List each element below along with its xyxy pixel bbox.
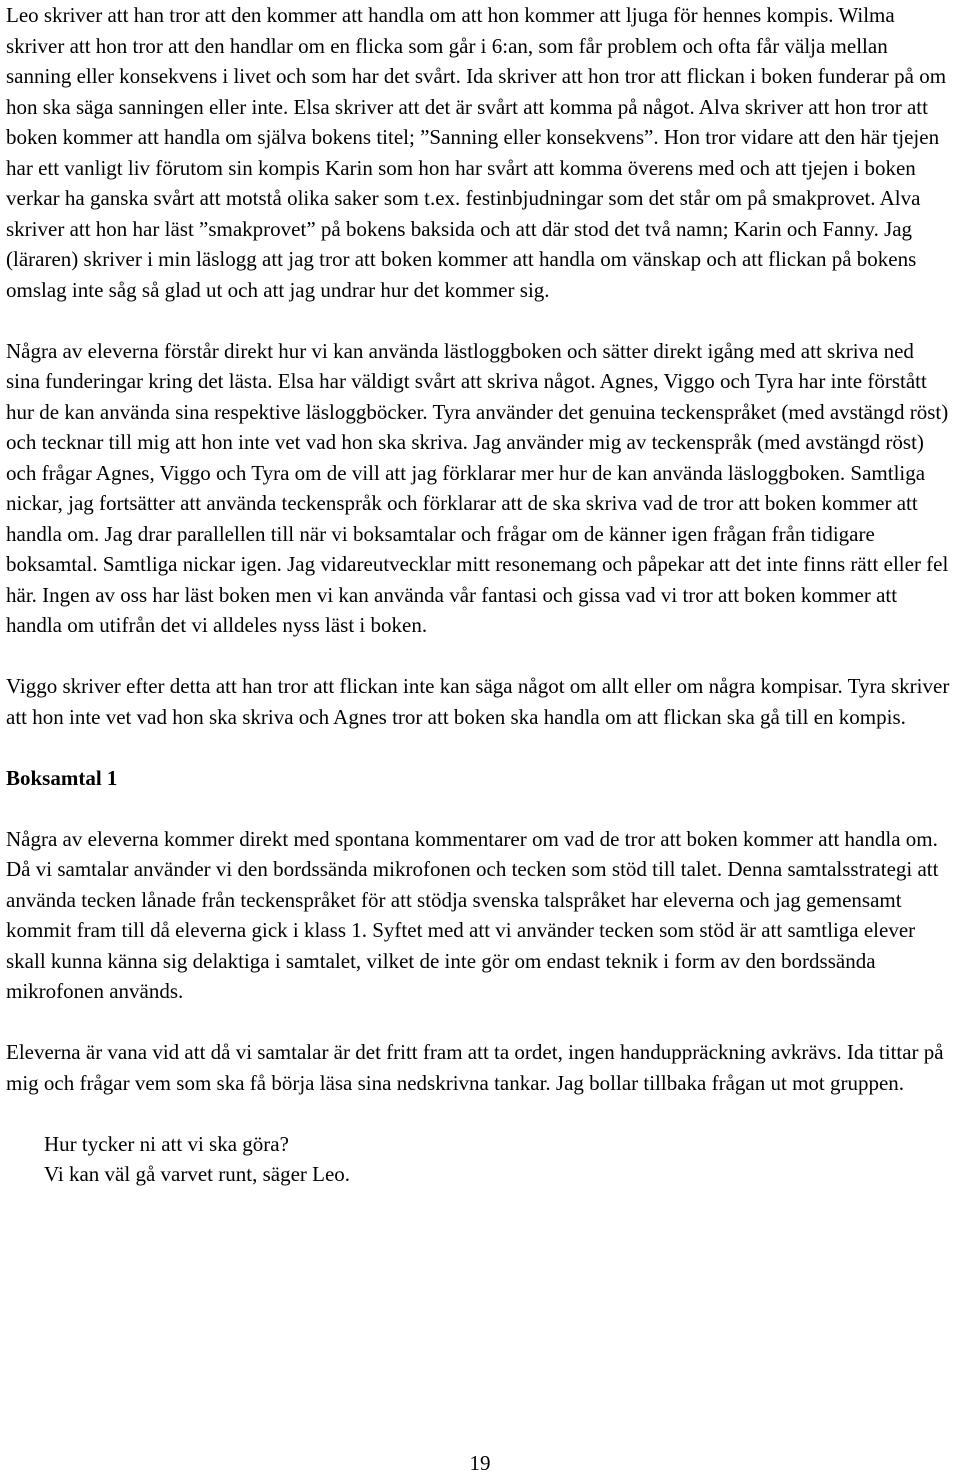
dialog-line: Hur tycker ni att vi ska göra? (44, 1131, 289, 1156)
body-paragraph: Några av eleverna kommer direkt med spontana kommentarer om vad de tror att boken kommer att handla om. Då vi samtalar använder vi den bordssända mikrofonen och tecken som stöd till talet. Denna samtalsstrategi att använda tecken lånade från teckenspråket för att stödja svenska talspråket har eleverna och jag gemensamt kommit fram till då eleverna gick i klass 1. Syftet med att vi använder tecken som stöd är att samtliga elever skall kunna känna sig delaktiga i samtalet, vilket de inte gör om endast teknik i form av den bordssända mikrofonen används. (6, 826, 939, 1003)
body-paragraph: Leo skriver att han tror att den kommer att handla om att hon kommer att ljuga för hennes kompis. Wilma skriver att hon tror att den handlar om en flicka som går i 6:an, som får problem och ofta får välja mellan sanning eller konsekvens i livet och som har det svårt. Ida skriver att hon tror att flickan i boken funderar på om hon ska säga sanningen eller inte. Elsa skriver att det är svårt att komma på något. Alva skriver att hon tror att boken kommer att handla om själva bokens titel; ”Sanning eller konsekvens”. Hon tror vidare att den här tjejen har ett vanligt liv förutom sin kompis Karin som hon har svårt att komma överens med och att tjejen i boken verkar ha ganska svårt att motstå olika saker som t.ex. festinbjudningar som det står om på smakprovet. Alva skriver att hon har läst ”smakprovet” på bokens baksida och att där stod det två namn; Karin och Fanny. Jag (läraren) skriver i min läslogg att jag tror att boken kommer att handla om vänskap och att flickan på bokens omslag inte såg så glad ut och att jag undrar hur det kommer sig. (6, 3, 947, 302)
body-paragraph: Viggo skriver efter detta att han tror att flickan inte kan säga något om allt eller om några kompisar. Tyra skriver att hon inte vet vad hon ska skriva och Agnes tror att boken ska handla om att flickan ska gå till en kompis. (6, 674, 950, 729)
body-paragraph: Några av eleverna förstår direkt hur vi kan använda lästloggboken och sätter direkt igång med att skriva ned sina funderingar kring det lästa. Elsa har väldigt svårt att skriva något. Agnes, Viggo och Tyra har inte förstått hur de kan använda sina respektive läsloggböcker. Tyra använder det genuina teckenspråket (med avstängd röst) och tecknar till mig att hon inte vet vad hon ska skriva. Jag använder mig av teckenspråk (med avstängd röst) och frågar Agnes, Viggo och Tyra om de vill att jag förklarar mer hur de kan använda läsloggboken. Samtliga nickar, jag fortsätter att använda teckenspråk och förklarar att de ska skriva vad de tror att boken kommer att handla om. Jag drar parallellen till när vi boksamtalar och frågar om de känner igen frågan från tidigare boksamtal. Samtliga nickar igen. Jag vidareutvecklar mitt resonemang och påpekar att det inte finns rätt eller fel här. Ingen av oss har läst boken men vi kan använda vår fantasi och gissa vad vi tror att boken kommer att handla om utifrån det vi alldeles nyss läst i boken. (6, 338, 949, 637)
document-page (6, 0, 952, 1190)
dialog-line: Vi kan väl gå varvet runt, säger Leo. (44, 1162, 351, 1186)
section-heading: Boksamtal 1 (6, 765, 118, 790)
page-number: 19 (469, 1451, 491, 1475)
body-paragraph: Eleverna är vana vid att då vi samtalar är det fritt fram att ta ordet, ingen handuppräckning avkrävs. Ida tittar på mig och frågar vem som ska få börja läsa sina nedskrivna tankar. Jag bollar tillbaka frågan ut mot gruppen. (6, 1040, 944, 1095)
